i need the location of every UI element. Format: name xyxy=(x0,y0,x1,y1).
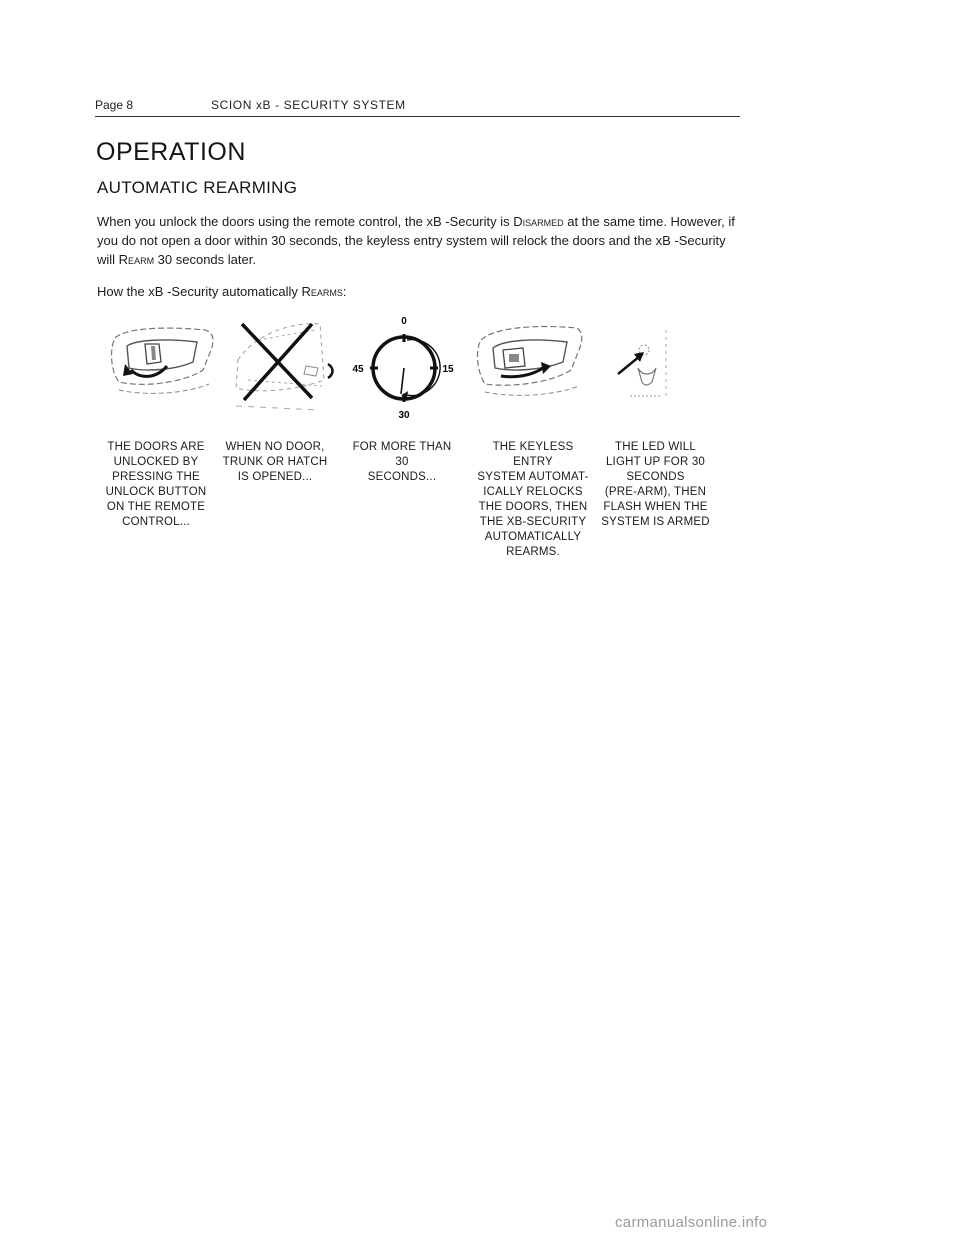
crossed-door-icon xyxy=(228,310,343,420)
page-number: Page 8 xyxy=(95,98,134,112)
rearms-term: Rearms xyxy=(301,284,343,299)
how-paragraph xyxy=(97,282,737,301)
clock-label-30: 30 xyxy=(398,410,410,421)
clock-icon xyxy=(343,312,463,424)
clock-label-15: 15 xyxy=(442,364,454,375)
rearm-term: Rearm xyxy=(118,252,155,267)
no-door-opened-illustration xyxy=(228,310,343,430)
step-caption-1: THE DOORS ARE UNLOCKED BY PRESSING THE UNLOCK BUTTON ON THE REMOTE CONTROL... xyxy=(105,441,207,528)
led-indicator-illustration xyxy=(600,310,680,430)
clock-label-45: 45 xyxy=(352,364,364,375)
how-text-2: : xyxy=(342,284,347,299)
intro-text-3: 30 seconds later. xyxy=(154,252,256,267)
door-handle-lock-icon xyxy=(473,310,588,410)
section-subheading: AUTOMATIC REARMING xyxy=(97,178,298,197)
step-caption-4: THE KEYLESS ENTRY SYSTEM AUTOMAT- ICALLY RELOCKS THE DOORS, THEN THE XB-SECURITY AUTOMATICALLY REARMS. xyxy=(477,441,589,558)
intro-text-1: When you unlock the doors using the remote control, the xB -Security is xyxy=(97,214,514,229)
clock-label-0: 0 xyxy=(401,316,407,327)
intro-paragraph xyxy=(97,212,737,269)
intro-text-2: at the same time. However, if you do not open a door within 30 seconds, the keyless entry system will relock the doors and the xB -Security will xyxy=(97,214,735,267)
led-icon xyxy=(600,310,680,410)
step-caption-3: FOR MORE THAN 30 SECONDS... xyxy=(352,441,452,483)
watermark: carmanualsonline.info xyxy=(615,1214,768,1231)
door-handle-unlock-illustration xyxy=(105,310,220,430)
how-text-1: How the xB -Security automatically xyxy=(97,284,302,299)
page-header xyxy=(95,98,740,116)
door-handle-icon xyxy=(105,310,220,410)
section-heading: OPERATION xyxy=(96,138,246,166)
step-caption-5: THE LED WILL LIGHT UP FOR 30 SECONDS (PRE-ARM), THEN FLASH WHEN THE SYSTEM IS ARMED xyxy=(601,441,710,528)
disarmed-term: Disarmed xyxy=(513,214,564,229)
header-divider xyxy=(95,116,740,117)
document-title: SCION xB - SECURITY SYSTEM xyxy=(211,98,406,112)
step-caption-2: WHEN NO DOOR, TRUNK OR HATCH IS OPENED... xyxy=(222,441,328,483)
door-handle-relock-illustration xyxy=(473,310,588,430)
timer-clock-illustration xyxy=(343,312,463,432)
